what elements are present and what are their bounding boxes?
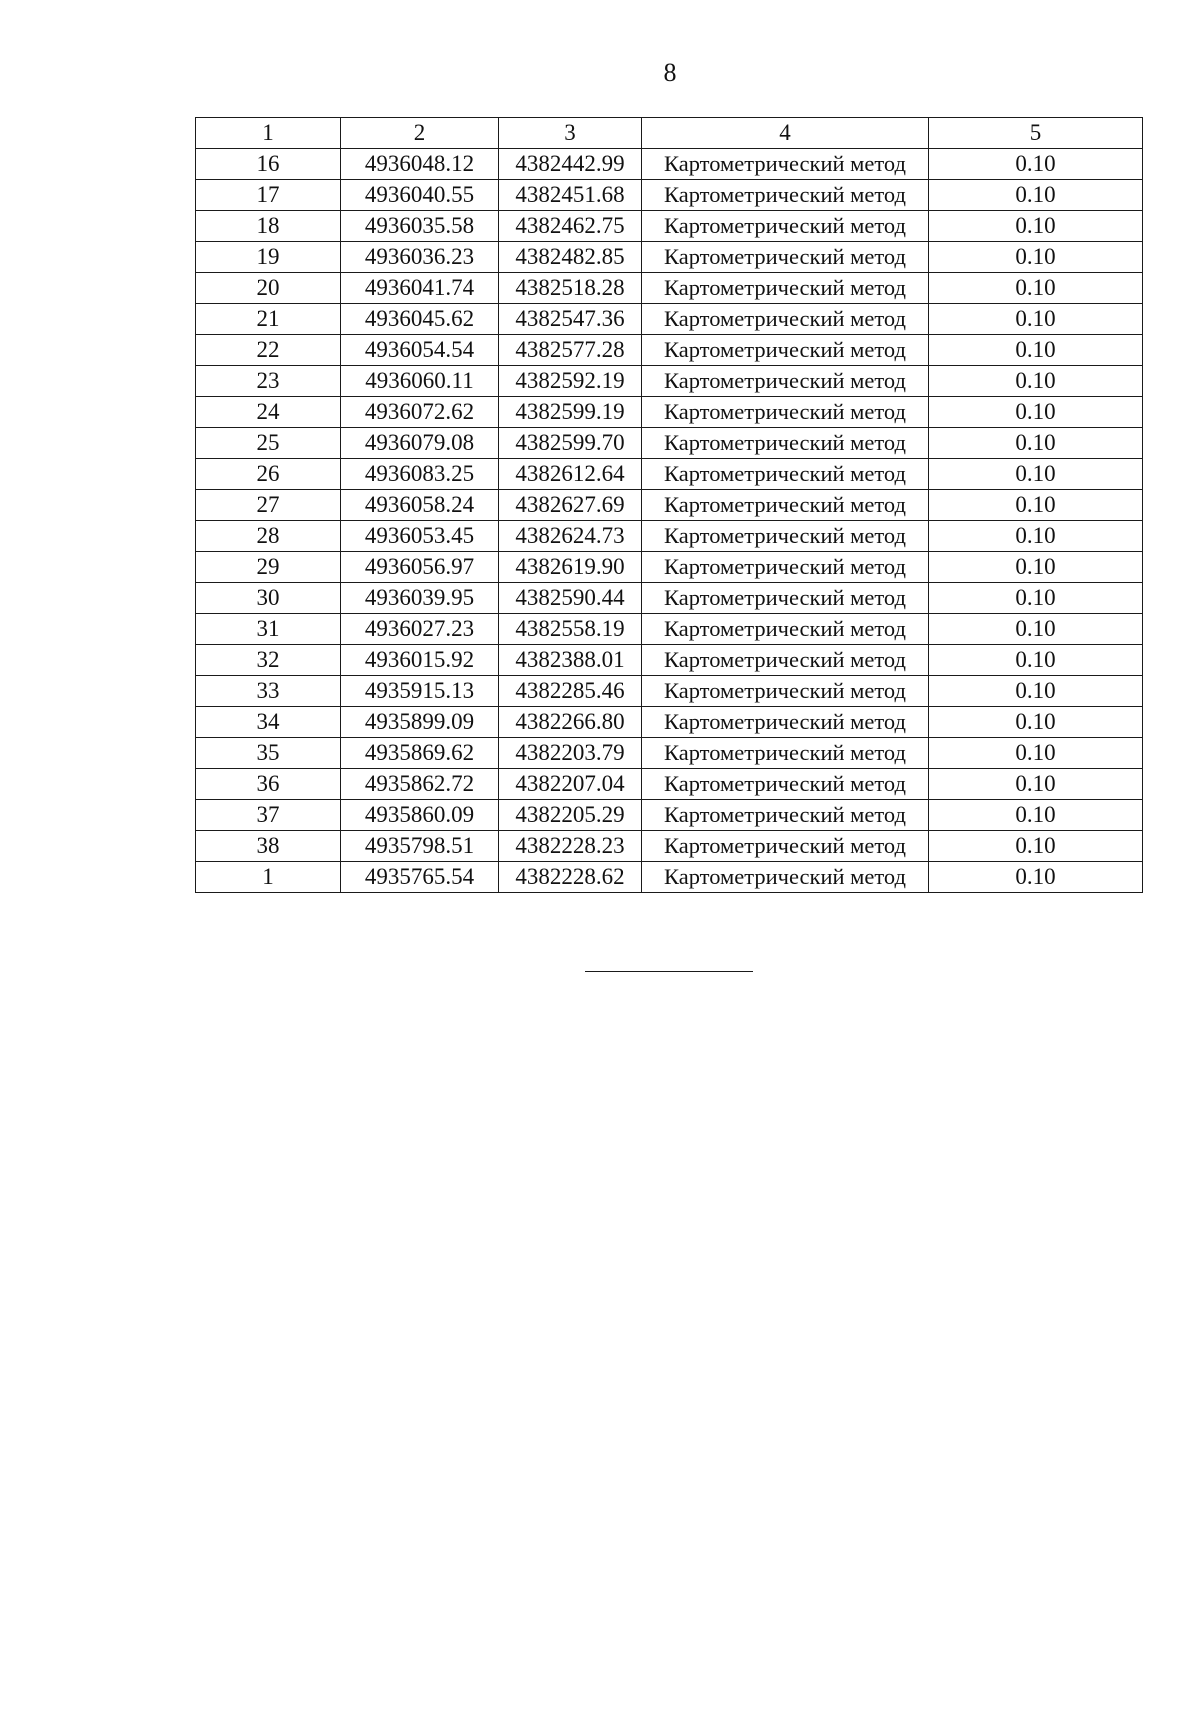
table-row (196, 583, 1143, 614)
x-coordinate-cell: 4936054.54 (341, 335, 499, 366)
column-header-method: 4 (642, 118, 929, 149)
x-coordinate-cell: 4936072.62 (341, 397, 499, 428)
accuracy-cell: 0.10 (929, 800, 1143, 831)
table-row (196, 521, 1143, 552)
y-coordinate-cell: 4382285.46 (499, 676, 642, 707)
accuracy-cell: 0.10 (929, 211, 1143, 242)
y-coordinate-cell: 4382577.28 (499, 335, 642, 366)
x-coordinate-cell: 4936056.97 (341, 552, 499, 583)
y-coordinate-cell: 4382590.44 (499, 583, 642, 614)
x-coordinate-cell: 4935869.62 (341, 738, 499, 769)
method-cell: Картометрический метод (642, 552, 929, 583)
y-coordinate-cell: 4382442.99 (499, 149, 642, 180)
method-cell: Картометрический метод (642, 273, 929, 304)
point-number-cell: 38 (196, 831, 341, 862)
method-cell: Картометрический метод (642, 614, 929, 645)
table-row (196, 707, 1143, 738)
method-cell: Картометрический метод (642, 149, 929, 180)
method-cell: Картометрический метод (642, 800, 929, 831)
method-cell: Картометрический метод (642, 304, 929, 335)
coordinates-table-body (196, 118, 1143, 893)
y-coordinate-cell: 4382518.28 (499, 273, 642, 304)
accuracy-cell: 0.10 (929, 645, 1143, 676)
table-row (196, 831, 1143, 862)
accuracy-cell: 0.10 (929, 676, 1143, 707)
x-coordinate-cell: 4936035.58 (341, 211, 499, 242)
y-coordinate-cell: 4382558.19 (499, 614, 642, 645)
x-coordinate-cell: 4936079.08 (341, 428, 499, 459)
point-number-cell: 25 (196, 428, 341, 459)
accuracy-cell: 0.10 (929, 273, 1143, 304)
y-coordinate-cell: 4382207.04 (499, 769, 642, 800)
x-coordinate-cell: 4935765.54 (341, 862, 499, 893)
method-cell: Картометрический метод (642, 583, 929, 614)
table-row (196, 180, 1143, 211)
coordinates-table (195, 117, 1143, 893)
y-coordinate-cell: 4382599.70 (499, 428, 642, 459)
y-coordinate-cell: 4382203.79 (499, 738, 642, 769)
table-row (196, 397, 1143, 428)
x-coordinate-cell: 4936039.95 (341, 583, 499, 614)
table-row (196, 769, 1143, 800)
method-cell: Картометрический метод (642, 490, 929, 521)
x-coordinate-cell: 4936083.25 (341, 459, 499, 490)
table-row (196, 490, 1143, 521)
accuracy-cell: 0.10 (929, 335, 1143, 366)
method-cell: Картометрический метод (642, 862, 929, 893)
table-row (196, 304, 1143, 335)
accuracy-cell: 0.10 (929, 583, 1143, 614)
method-cell: Картометрический метод (642, 645, 929, 676)
x-coordinate-cell: 4935915.13 (341, 676, 499, 707)
column-header-x: 2 (341, 118, 499, 149)
y-coordinate-cell: 4382599.19 (499, 397, 642, 428)
page-number: 8 (663, 58, 677, 87)
method-cell: Картометрический метод (642, 366, 929, 397)
column-header-point: 1 (196, 118, 341, 149)
column-header-y: 3 (499, 118, 642, 149)
table-row (196, 552, 1143, 583)
y-coordinate-cell: 4382624.73 (499, 521, 642, 552)
point-number-cell: 37 (196, 800, 341, 831)
point-number-cell: 32 (196, 645, 341, 676)
accuracy-cell: 0.10 (929, 769, 1143, 800)
y-coordinate-cell: 4382266.80 (499, 707, 642, 738)
point-number-cell: 21 (196, 304, 341, 335)
method-cell: Картометрический метод (642, 242, 929, 273)
point-number-cell: 23 (196, 366, 341, 397)
method-cell: Картометрический метод (642, 428, 929, 459)
point-number-cell: 29 (196, 552, 341, 583)
accuracy-cell: 0.10 (929, 707, 1143, 738)
x-coordinate-cell: 4936015.92 (341, 645, 499, 676)
y-coordinate-cell: 4382619.90 (499, 552, 642, 583)
x-coordinate-cell: 4936048.12 (341, 149, 499, 180)
point-number-cell: 33 (196, 676, 341, 707)
table-row (196, 366, 1143, 397)
accuracy-cell: 0.10 (929, 521, 1143, 552)
method-cell: Картометрический метод (642, 211, 929, 242)
table-row (196, 645, 1143, 676)
y-coordinate-cell: 4382388.01 (499, 645, 642, 676)
end-of-section-rule (585, 971, 753, 972)
accuracy-cell: 0.10 (929, 738, 1143, 769)
x-coordinate-cell: 4935899.09 (341, 707, 499, 738)
x-coordinate-cell: 4936036.23 (341, 242, 499, 273)
y-coordinate-cell: 4382592.19 (499, 366, 642, 397)
y-coordinate-cell: 4382627.69 (499, 490, 642, 521)
table-row (196, 800, 1143, 831)
accuracy-cell: 0.10 (929, 366, 1143, 397)
accuracy-cell: 0.10 (929, 304, 1143, 335)
accuracy-cell: 0.10 (929, 459, 1143, 490)
point-number-cell: 16 (196, 149, 341, 180)
point-number-cell: 20 (196, 273, 341, 304)
point-number-cell: 34 (196, 707, 341, 738)
point-number-cell: 17 (196, 180, 341, 211)
table-header-row (196, 118, 1143, 149)
point-number-cell: 36 (196, 769, 341, 800)
method-cell: Картометрический метод (642, 707, 929, 738)
method-cell: Картометрический метод (642, 459, 929, 490)
table-row (196, 335, 1143, 366)
point-number-cell: 24 (196, 397, 341, 428)
x-coordinate-cell: 4935862.72 (341, 769, 499, 800)
y-coordinate-cell: 4382462.75 (499, 211, 642, 242)
point-number-cell: 1 (196, 862, 341, 893)
point-number-cell: 30 (196, 583, 341, 614)
table-row (196, 242, 1143, 273)
table-row (196, 149, 1143, 180)
point-number-cell: 26 (196, 459, 341, 490)
y-coordinate-cell: 4382612.64 (499, 459, 642, 490)
table-row (196, 862, 1143, 893)
x-coordinate-cell: 4936027.23 (341, 614, 499, 645)
accuracy-cell: 0.10 (929, 552, 1143, 583)
accuracy-cell: 0.10 (929, 242, 1143, 273)
accuracy-cell: 0.10 (929, 862, 1143, 893)
point-number-cell: 19 (196, 242, 341, 273)
accuracy-cell: 0.10 (929, 490, 1143, 521)
y-coordinate-cell: 4382205.29 (499, 800, 642, 831)
accuracy-cell: 0.10 (929, 149, 1143, 180)
column-header-accuracy: 5 (929, 118, 1143, 149)
table-row (196, 211, 1143, 242)
point-number-cell: 35 (196, 738, 341, 769)
x-coordinate-cell: 4936053.45 (341, 521, 499, 552)
x-coordinate-cell: 4936041.74 (341, 273, 499, 304)
table-row (196, 459, 1143, 490)
accuracy-cell: 0.10 (929, 428, 1143, 459)
y-coordinate-cell: 4382228.62 (499, 862, 642, 893)
x-coordinate-cell: 4936058.24 (341, 490, 499, 521)
accuracy-cell: 0.10 (929, 180, 1143, 211)
method-cell: Картометрический метод (642, 397, 929, 428)
accuracy-cell: 0.10 (929, 397, 1143, 428)
accuracy-cell: 0.10 (929, 831, 1143, 862)
table-row (196, 614, 1143, 645)
method-cell: Картометрический метод (642, 676, 929, 707)
x-coordinate-cell: 4935860.09 (341, 800, 499, 831)
x-coordinate-cell: 4936045.62 (341, 304, 499, 335)
point-number-cell: 31 (196, 614, 341, 645)
y-coordinate-cell: 4382228.23 (499, 831, 642, 862)
x-coordinate-cell: 4935798.51 (341, 831, 499, 862)
method-cell: Картометрический метод (642, 180, 929, 211)
method-cell: Картометрический метод (642, 335, 929, 366)
y-coordinate-cell: 4382547.36 (499, 304, 642, 335)
y-coordinate-cell: 4382482.85 (499, 242, 642, 273)
x-coordinate-cell: 4936040.55 (341, 180, 499, 211)
point-number-cell: 22 (196, 335, 341, 366)
table-row (196, 738, 1143, 769)
accuracy-cell: 0.10 (929, 614, 1143, 645)
point-number-cell: 18 (196, 211, 341, 242)
table-row (196, 273, 1143, 304)
point-number-cell: 27 (196, 490, 341, 521)
y-coordinate-cell: 4382451.68 (499, 180, 642, 211)
table-row (196, 428, 1143, 459)
table-row (196, 676, 1143, 707)
method-cell: Картометрический метод (642, 738, 929, 769)
x-coordinate-cell: 4936060.11 (341, 366, 499, 397)
method-cell: Картометрический метод (642, 769, 929, 800)
point-number-cell: 28 (196, 521, 341, 552)
method-cell: Картометрический метод (642, 831, 929, 862)
method-cell: Картометрический метод (642, 521, 929, 552)
